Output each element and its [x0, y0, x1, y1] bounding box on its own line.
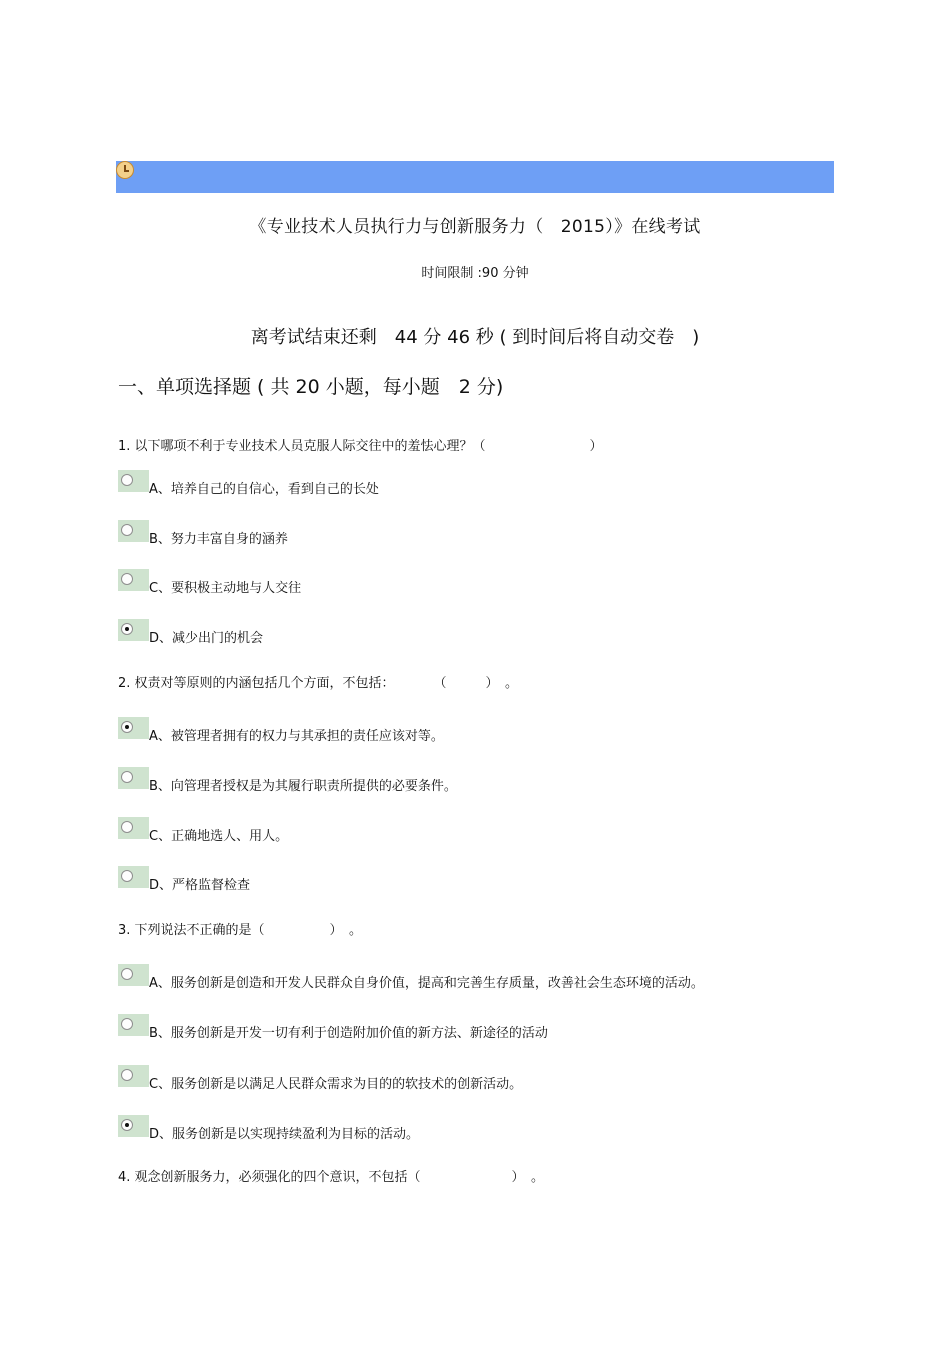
option-label: C、要积极主动地与人交往 — [149, 581, 302, 596]
radio-button-selected[interactable] — [121, 623, 133, 635]
radio-button[interactable] — [121, 1018, 133, 1030]
radio-box — [118, 470, 149, 492]
time-limit: 时间限制 :90 分钟 — [421, 266, 529, 281]
radio-box — [118, 866, 149, 888]
question-3-text: 3. 下列说法不正确的是（ ） 。 — [118, 923, 363, 938]
radio-button-selected[interactable] — [121, 1119, 133, 1131]
radio-button[interactable] — [121, 474, 133, 486]
radio-box — [118, 964, 149, 986]
radio-button[interactable] — [121, 771, 133, 783]
option-label: A、培养自己的自信心，看到自己的长处 — [149, 482, 379, 497]
radio-button[interactable] — [121, 821, 133, 833]
option-label: D、严格监督检查 — [149, 878, 251, 893]
exam-title: 《专业技术人员执行力与创新服务力（ 2015）》在线考试 — [249, 217, 701, 237]
option-label: B、努力丰富自身的涵养 — [149, 532, 288, 547]
top-bar — [116, 161, 834, 193]
radio-box — [118, 1014, 149, 1036]
radio-box — [118, 1065, 149, 1087]
option-label: B、向管理者授权是为其履行职责所提供的必要条件。 — [149, 779, 457, 794]
radio-box — [118, 817, 149, 839]
radio-box — [118, 717, 149, 739]
radio-box — [118, 1115, 149, 1137]
radio-box — [118, 767, 149, 789]
section-title: 一、单项选择题 ( 共 20 小题，每小题 2 分) — [118, 376, 504, 398]
radio-box — [118, 569, 149, 591]
radio-button[interactable] — [121, 870, 133, 882]
radio-button[interactable] — [121, 573, 133, 585]
option-label: A、被管理者拥有的权力与其承担的责任应该对等。 — [149, 729, 444, 744]
option-label: D、减少出门的机会 — [149, 631, 264, 646]
radio-button[interactable] — [121, 524, 133, 536]
option-label: C、服务创新是以满足人民群众需求为目的的软技术的创新活动。 — [149, 1077, 523, 1092]
radio-button-selected[interactable] — [121, 721, 133, 733]
question-4-text: 4. 观念创新服务力，必须强化的四个意识，不包括（ ） 。 — [118, 1170, 545, 1185]
countdown-timer: 离考试结束还剩 44 分 46 秒 ( 到时间后将自动交卷 ) — [250, 327, 700, 348]
clock-icon — [116, 161, 134, 179]
radio-button[interactable] — [121, 968, 133, 980]
option-label: A、服务创新是创造和开发人民群众自身价值，提高和完善生存质量，改善社会生态环境的活动。 — [149, 976, 704, 991]
radio-box — [118, 619, 149, 641]
question-1-text: 1. 以下哪项不利于专业技术人员克服人际交往中的羞怯心理？（ ） — [118, 439, 603, 454]
radio-box — [118, 520, 149, 542]
option-label: D、服务创新是以实现持续盈利为目标的活动。 — [149, 1127, 420, 1142]
radio-button[interactable] — [121, 1069, 133, 1081]
option-label: B、服务创新是开发一切有利于创造附加价值的新方法、新途径的活动 — [149, 1026, 548, 1041]
question-2-text: 2. 权责对等原则的内涵包括几个方面，不包括： （ ） 。 — [118, 676, 519, 691]
option-label: C、正确地选人、用人。 — [149, 829, 289, 844]
